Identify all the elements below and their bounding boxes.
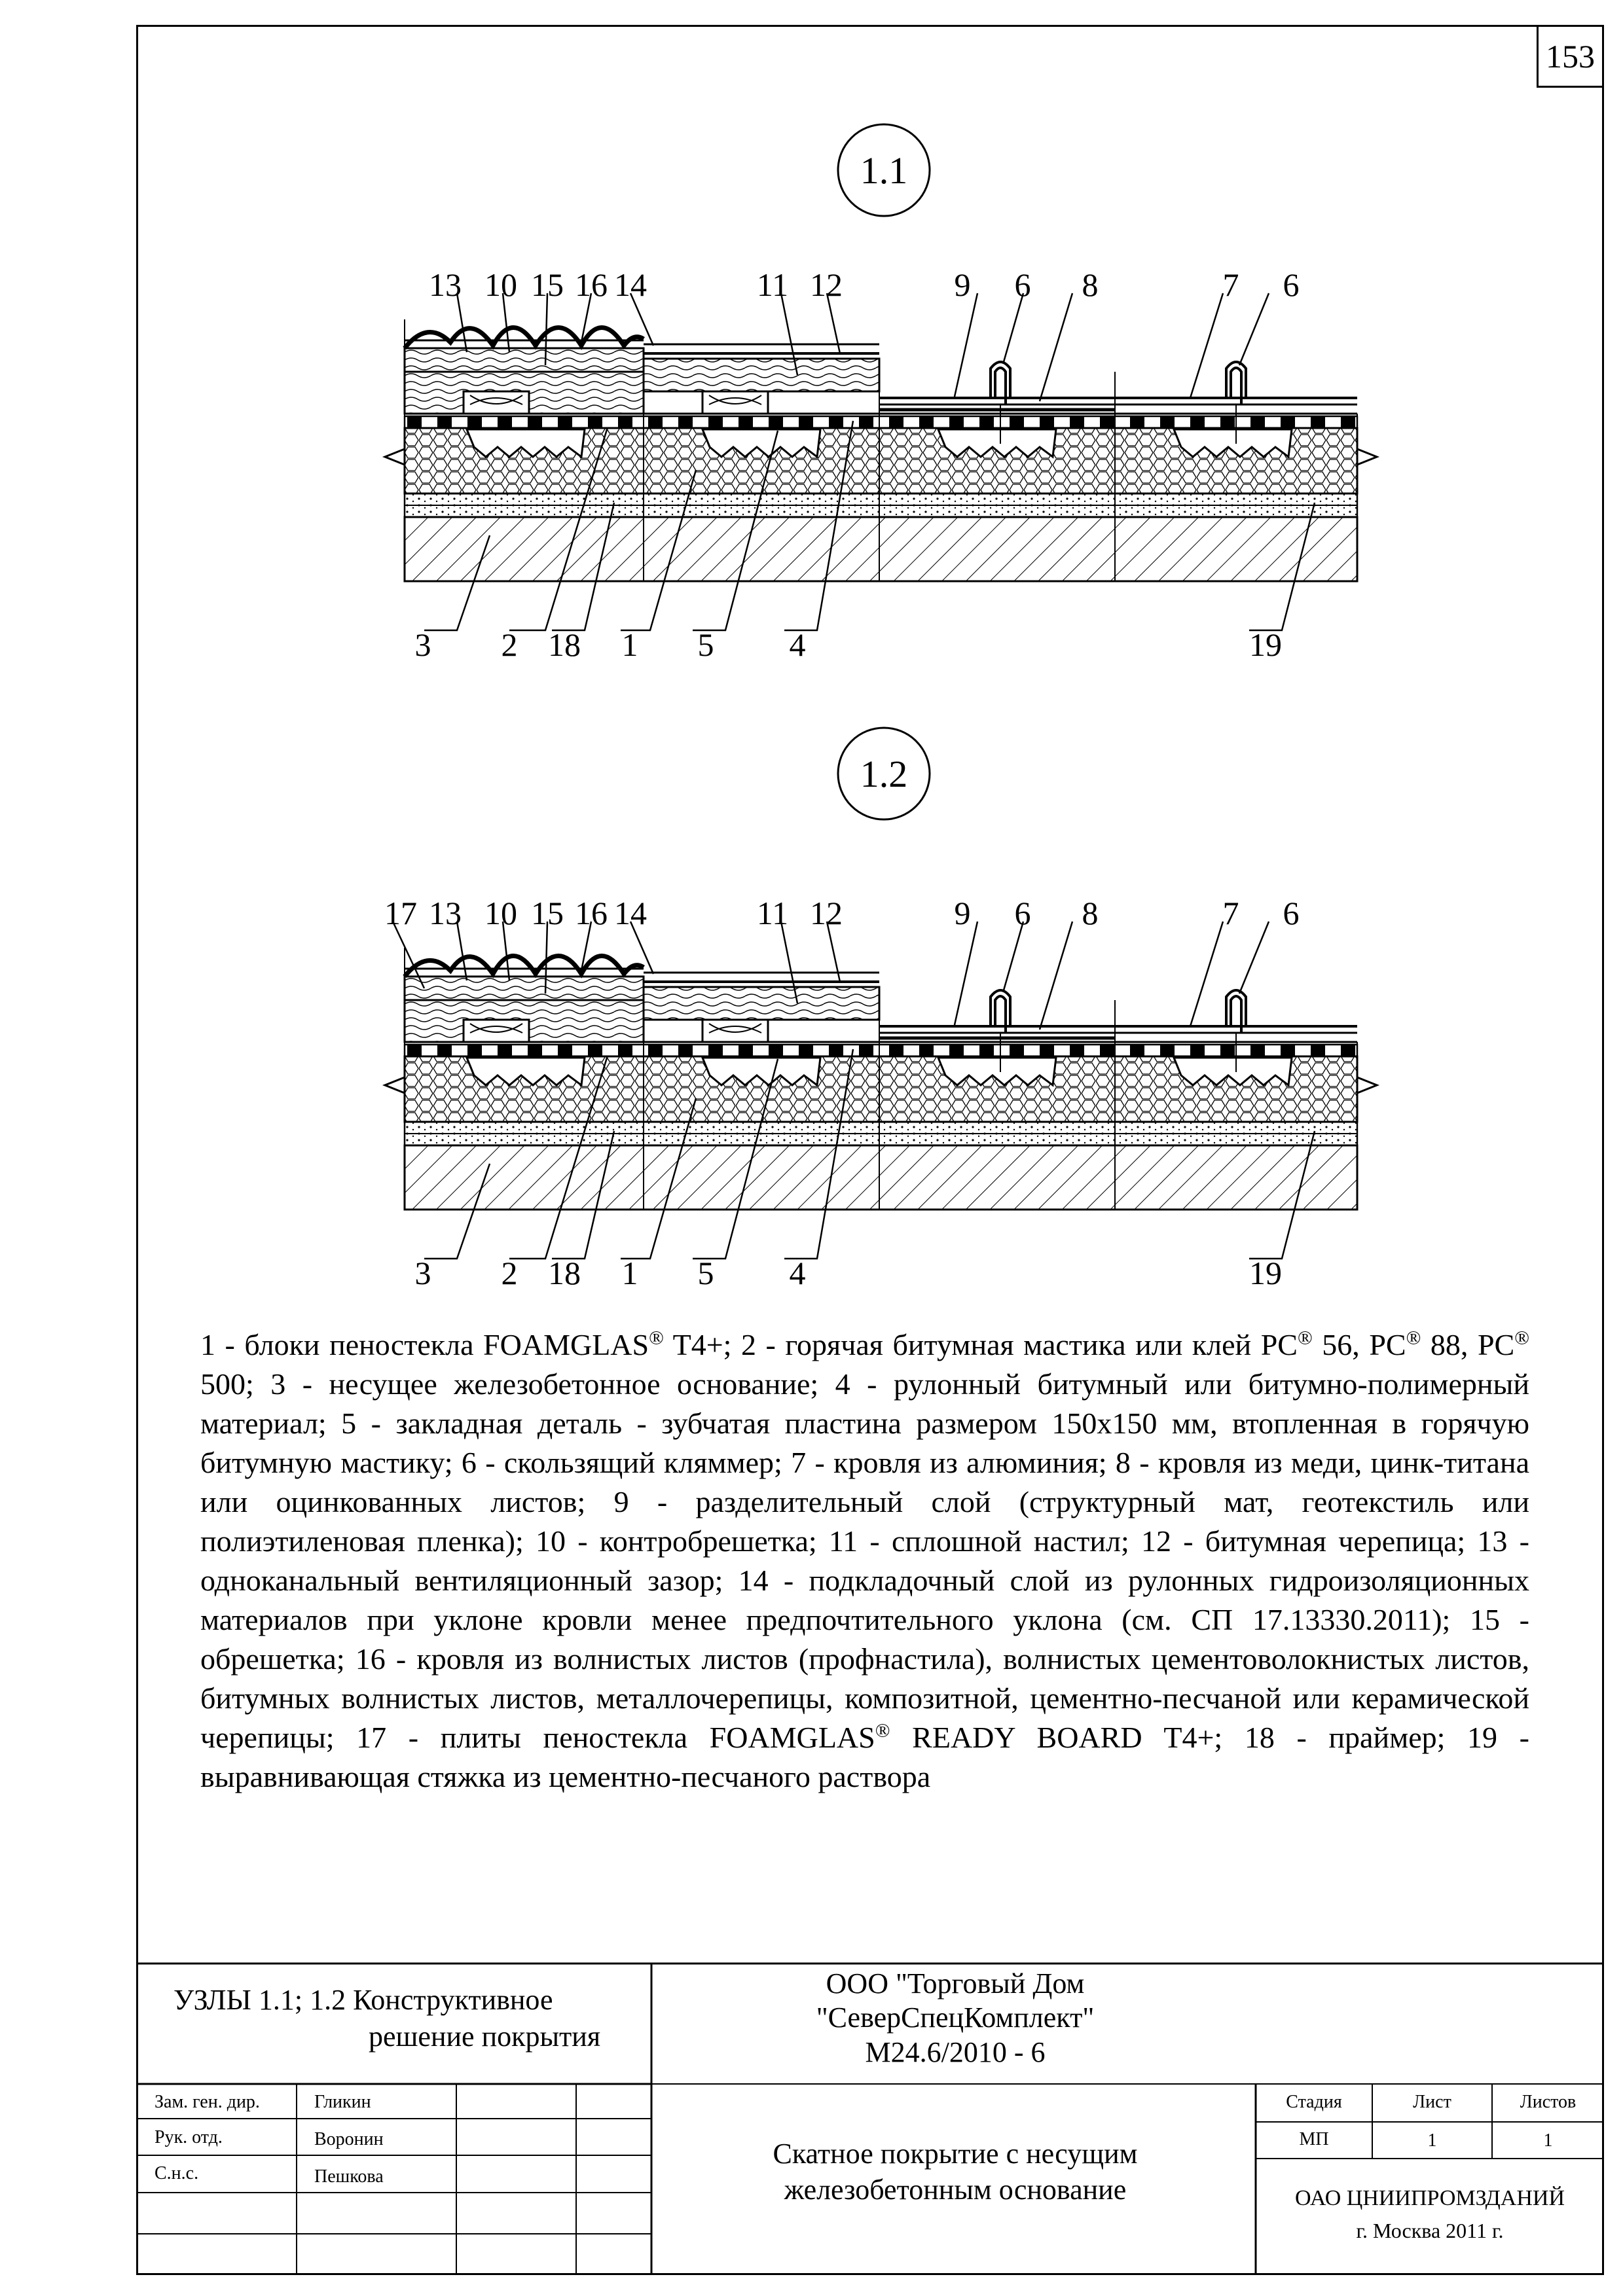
document-code: М24.6/2010 - 6	[865, 2036, 1046, 2068]
name-cell: Гликин	[314, 2092, 371, 2112]
d2-top-label: 17	[384, 895, 417, 931]
detail-1-2-title: 1.2	[860, 753, 908, 795]
d1-bottom-label: 4	[789, 626, 806, 663]
detail-1-1-drawing	[385, 124, 1377, 630]
d1-top-label: 10	[484, 266, 517, 303]
d2-top-label: 9	[954, 895, 971, 931]
d2-bottom-label: 5	[697, 1255, 714, 1291]
detail-1-1-title: 1.1	[860, 149, 908, 192]
node-title-line1: УЗЛЫ 1.1; 1.2 Конструктивное	[173, 1984, 553, 2016]
d2-top-label: 6	[1014, 895, 1031, 931]
d1-bottom-label: 18	[548, 626, 581, 663]
d1-top-label: 8	[1082, 266, 1099, 303]
sheets-header: Листов	[1520, 2092, 1577, 2112]
d2-top-label: 13	[429, 895, 462, 931]
company-line1: ООО "Торговый Дом	[826, 1967, 1085, 2000]
page-number: 153	[1537, 25, 1604, 88]
d2-top-label: 12	[810, 895, 843, 931]
d1-top-label: 15	[531, 266, 564, 303]
detail-1-2-drawing	[385, 728, 1377, 1259]
d2-top-label: 7	[1222, 895, 1239, 931]
company-line2: "СеверСпецКомплект"	[816, 2001, 1095, 2034]
sheet-title-line1: Скатное покрытие с несущим	[773, 2138, 1138, 2170]
d1-bottom-label: 19	[1249, 626, 1282, 663]
sheet-header: Лист	[1413, 2092, 1451, 2112]
d1-top-label: 9	[954, 266, 971, 303]
sheet-value: 1	[1427, 2130, 1437, 2151]
d2-top-label: 10	[484, 895, 517, 931]
node-title-line2: решение покрытия	[369, 2020, 601, 2053]
d1-bottom-label: 3	[414, 626, 431, 663]
d2-bottom-label: 2	[501, 1255, 518, 1291]
sheets-value: 1	[1543, 2130, 1553, 2151]
d1-top-label: 14	[614, 266, 647, 303]
d2-top-label: 14	[614, 895, 647, 931]
d1-top-label: 12	[810, 266, 843, 303]
d2-bottom-label: 19	[1249, 1255, 1282, 1291]
legend-text: 1 - блоки пеностекла FOAMGLAS® T4+; 2 - горячая битумная мастика или клей PC® 56, PC® 88, PC® 500; 3 - несущее железобетонное основание; 4 - рулонный битумный или битумно-полимерный материал; 5 - закладная деталь - зубчатая пластина размером 150х150 мм, втопленная в горячую битумную мастику; 6 - скользящий кляммер; 7 - кровля из алюминия; 8 - кровля из меди, цинк-титана или оцинкованных листов; 9 - разделительный слой (структурный мат, геотекстиль или полиэтиленовая пленка); 10 - контробрешетка; 11 - сплошной настил; 12 - битумная черепица; 13 - одноканальный вентиляционный зазор; 14 - подкладочный слой из рулонных гидроизоляционных материалов при уклоне кровли менее предпочтительного уклона (см. СП 17.13330.2011); 15 - обрешетка; 16 - кровля из волнистых листов (профнастила), волнистых цементоволокнистых листов, битумных волнистых листов, металлочерепицы, композитной, цементно-песчаной или керамической черепицы; 17 - плиты пеностекла FOAMGLAS® READY BOARD T4+; 18 - праймер; 19 - выравнивающая стяжка из цементно-песчаного раствора	[200, 1327, 1530, 1793]
d1-top-label: 6	[1283, 266, 1300, 303]
sheet-title-line2: железобетонным основание	[784, 2174, 1127, 2206]
d2-top-label: 16	[575, 895, 608, 931]
d2-bottom-label: 1	[621, 1255, 638, 1291]
d1-top-label: 7	[1222, 266, 1239, 303]
d1-top-label: 13	[429, 266, 462, 303]
d2-top-label: 15	[531, 895, 564, 931]
role-cell: Рук. отд.	[155, 2127, 223, 2147]
name-cell: Воронин	[314, 2129, 384, 2149]
d2-top-label: 8	[1082, 895, 1099, 931]
d1-bottom-label: 5	[697, 626, 714, 663]
d1-top-label: 16	[575, 266, 608, 303]
d2-bottom-label: 4	[789, 1255, 806, 1291]
d1-bottom-label: 1	[621, 626, 638, 663]
role-cell: С.н.с.	[155, 2163, 199, 2183]
stage-value: МП	[1299, 2129, 1329, 2149]
organization: ОАО ЦНИИПРОМЗДАНИЙ	[1294, 2186, 1565, 2210]
d2-bottom-label: 3	[414, 1255, 431, 1291]
city-year: г. Москва 2011 г.	[1356, 2219, 1504, 2242]
d1-top-label: 11	[756, 266, 789, 303]
name-cell: Пешкова	[314, 2166, 384, 2187]
d2-top-label: 11	[756, 895, 789, 931]
d1-top-label: 6	[1014, 266, 1031, 303]
d2-top-label: 6	[1283, 895, 1300, 931]
stage-header: Стадия	[1286, 2092, 1342, 2112]
role-cell: Зам. ген. дир.	[155, 2092, 260, 2112]
d1-bottom-label: 2	[501, 626, 518, 663]
d2-bottom-label: 18	[548, 1255, 581, 1291]
